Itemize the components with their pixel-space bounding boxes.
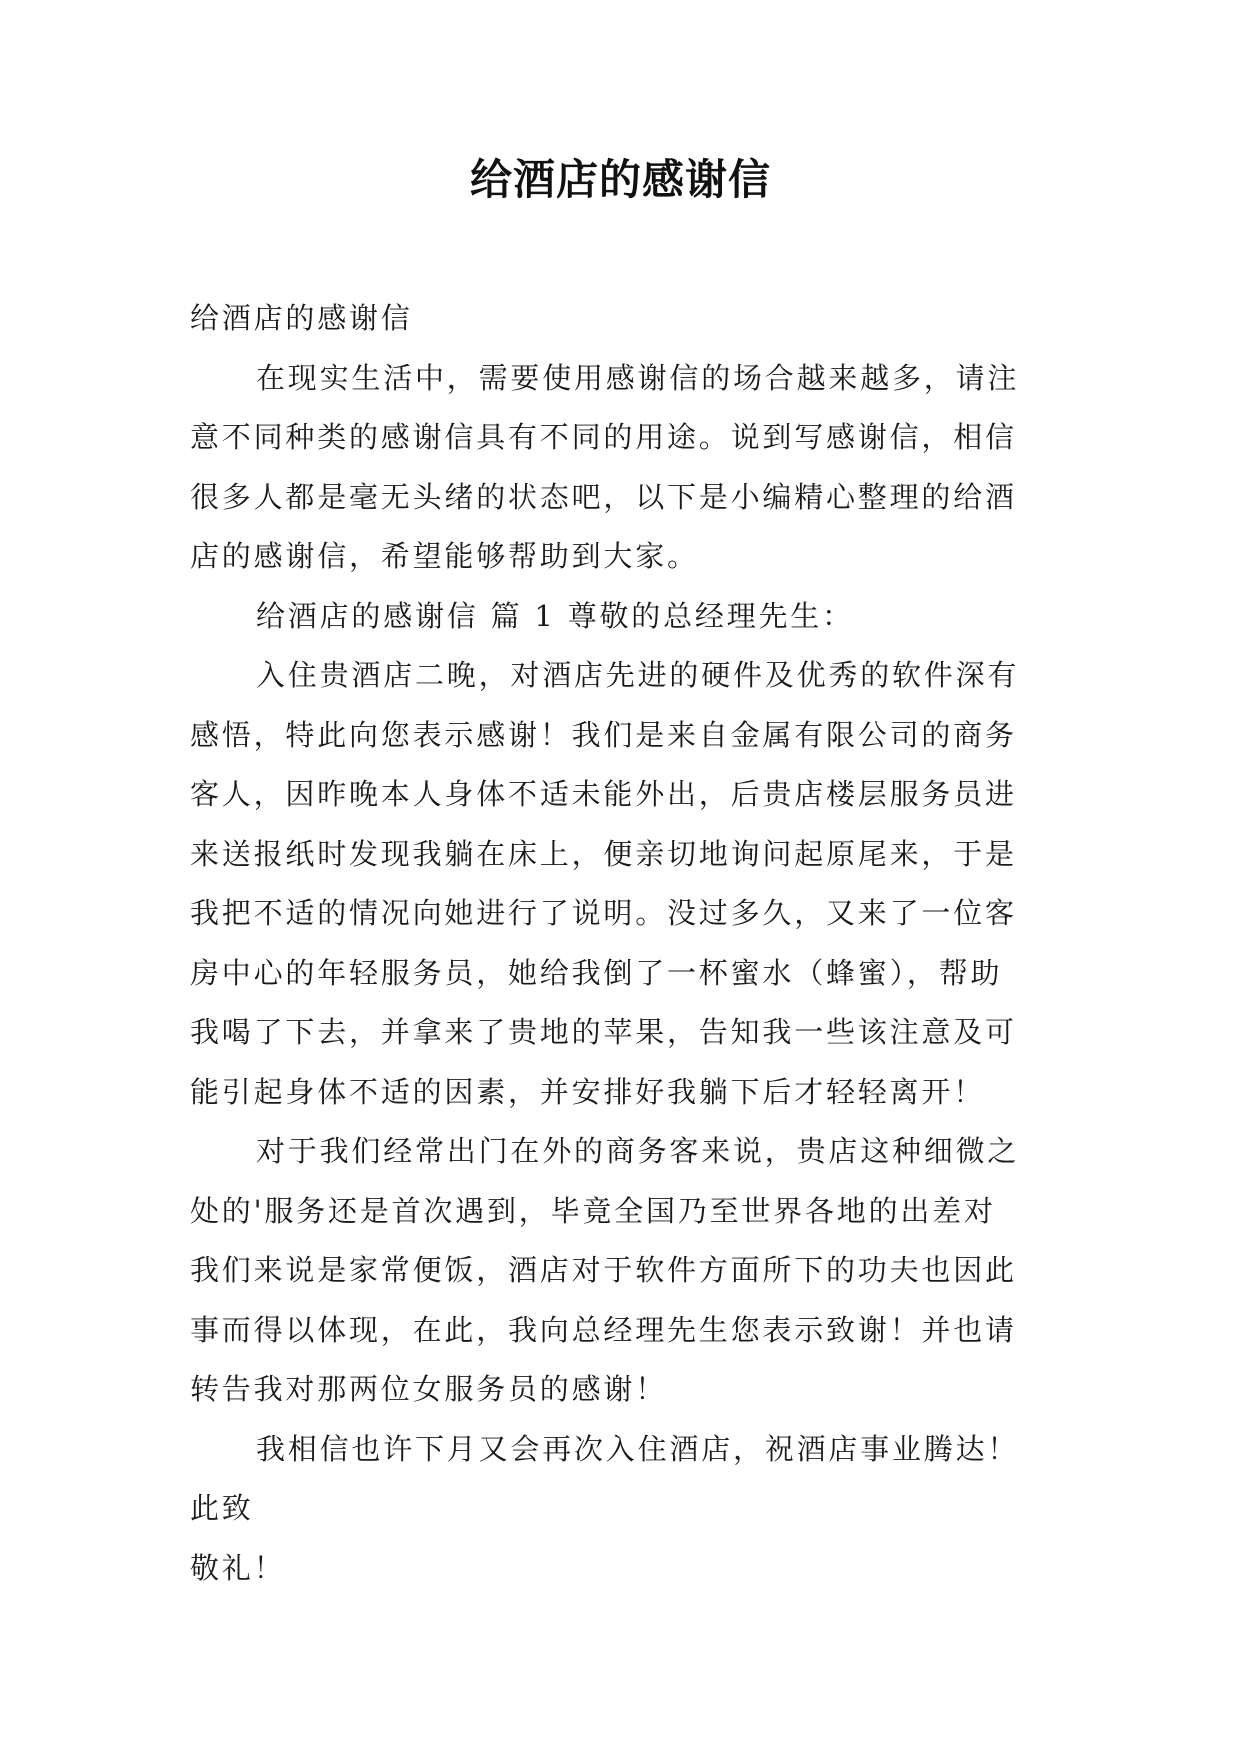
text-line: 来送报纸时发现我躺在床上，便亲切地询问起原尾来，于是	[190, 836, 1017, 871]
text-line: 店的感谢信，希望能够帮助到大家。	[190, 539, 699, 573]
text-line: 感悟，特此向您表示感谢！我们是来自金属有限公司的商务	[190, 717, 1017, 752]
text-line: 入住贵酒店二晚，对酒店先进的硬件及优秀的软件深有	[256, 658, 1020, 692]
text-line: 对于我们经常出门在外的商务客来说，贵店这种细微之	[256, 1134, 1020, 1168]
text-line: 能引起身体不适的因素，并安排好我躺下后才轻轻离开！	[190, 1074, 986, 1109]
text-line: 转告我对那两位女服务员的感谢！	[190, 1372, 668, 1406]
text-line: 在现实生活中，需要使用感谢信的场合越来越多，请注	[256, 360, 1020, 395]
text-line: 我把不适的情况向她进行了说明。没过多久，又来了一位客	[190, 896, 1017, 930]
text-line: 客人，因昨晚本人身体不适未能外出，后贵店楼层服务员进	[190, 777, 1017, 811]
text-line: 我们来说是家常便饭，酒店对于软件方面所下的功夫也因此	[190, 1253, 1017, 1287]
document-title: 给酒店的感谢信	[469, 155, 771, 204]
text-line: 处的'服务还是首次遇到，毕竟全国乃至世界各地的出差对	[190, 1193, 996, 1228]
text-line: 此致	[190, 1491, 254, 1525]
text-line: 我喝了下去，并拿来了贵地的苹果，告知我一些该注意及可	[190, 1015, 1017, 1049]
text-line: 给酒店的感谢信	[190, 301, 413, 335]
text-line: 很多人都是毫无头绪的状态吧，以下是小编精心整理的给酒	[190, 479, 1017, 514]
letter-body	[190, 289, 1060, 1598]
text-line: 我相信也许下月又会再次入住酒店，祝酒店事业腾达！	[256, 1431, 1020, 1466]
text-line: 意不同种类的感谢信具有不同的用途。说到写感谢信，相信	[190, 420, 1017, 454]
text-line: 给酒店的感谢信 篇 1 尊敬的总经理先生：	[256, 598, 854, 633]
text-line: 敬礼！	[190, 1550, 286, 1585]
text-line: 事而得以体现，在此，我向总经理先生您表示致谢！并也请	[190, 1312, 1017, 1347]
text-line: 房中心的年轻服务员，她给我倒了一杯蜜水（蜂蜜），帮助	[190, 955, 1003, 990]
